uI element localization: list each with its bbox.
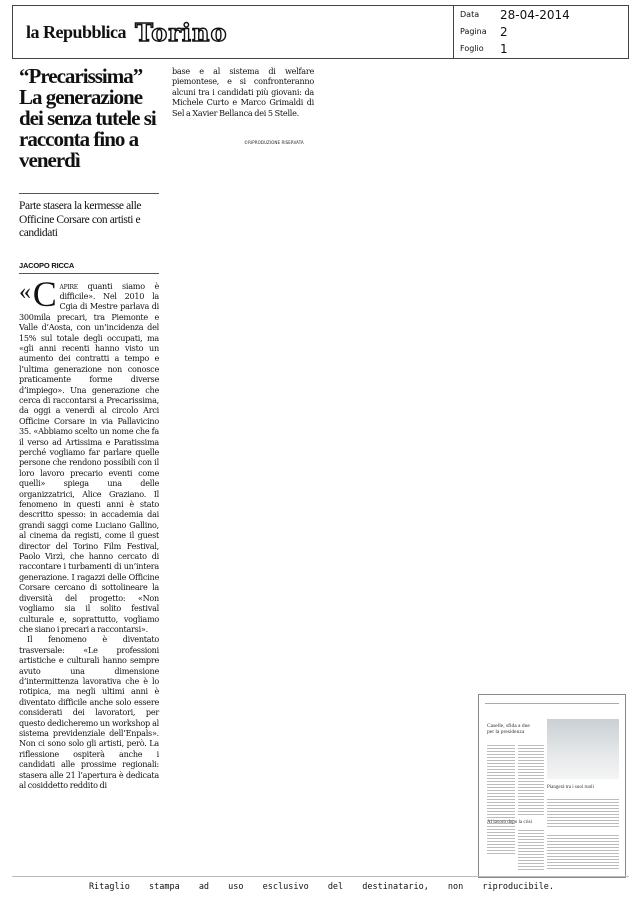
article-continuation-column — [172, 66, 314, 118]
thumb-photo — [547, 719, 619, 779]
clipping-meta — [453, 6, 570, 58]
page-header — [12, 5, 629, 59]
thumb-headline: Al lavoro dopo la crisi — [487, 820, 532, 825]
article-headline: “Precarissima” La generazione dei senza tutele si racconta fino a venerdì — [19, 64, 156, 172]
meta-row-page — [460, 23, 570, 40]
thumb-headline: Piangerà tra i suoi ruoli — [547, 785, 594, 790]
footer-divider — [12, 876, 629, 877]
meta-value: 2 — [500, 24, 508, 39]
thumb-text-block — [487, 745, 515, 855]
article-subhead: Parte stasera la kermesse alle Officine Corsare con artisti e candidati — [19, 200, 142, 239]
meta-label: Pagina — [460, 27, 487, 36]
newspaper-name: la Repubblica — [26, 22, 127, 42]
paragraph: quanti siamo è difficile». Nel 2010 la Cgia di Mestre parlava di 300mila precari, tra Piemonte e Valle d’Aosta, con un’incidenza del 15% sul totale degli occupati, ma «gli anni recenti hanno visto un aumento dei contratti a tempo e l’ultima generazione non conosce praticamente forme diverse d’impiego». Una generazione che cerca di raccontarsi a Precarissima, da oggi a venerdì al circolo Arci Officine Corsare in via Pallavicino 35. «Abbiamo scelto un nome che fa il verso ad Artissima e Paratissima perché vogliamo far parlare quelle persone che rendono possibili con il loro lavoro precario eventi come quelli» spiega una delle organizzatrici, Alice Graziano. Il fenomeno in questi anni è stato descritto spesso: in accademia dai grandi saggi come Luciano Gallino, al cinema da registi, come il guest director del Torino Film Festival, Paolo Virzì, che hanno cercato di raccontare i turbamenti di un’intera generazione. I ragazzi delle Officine Corsare cercano di sottolineare la diversità del progetto: «Non vogliamo sia il solito festival culturale e, soprattutto, vogliamo che siano i precari a raccontarsi». — [19, 280, 159, 634]
footer-notice: Ritaglio stampa ad uso esclusivo del destinatario, non riproducibile. — [88, 882, 555, 892]
meta-value: 28-04-2014 — [500, 7, 570, 22]
article-left-column — [19, 66, 159, 790]
thumb-text-block — [518, 830, 544, 870]
paragraph: Il fenomeno è diventato trasversale: «Le professioni artistiche e culturali hanno sempre avuto una dimensione d’intermittenza lavorativa che è lo rotipica, ma negli ultimi anni è diventato difficile anche solo essere considerati dei lavoratori, per questo dedicheremo un workshop al sistema previdenziale dell’Enpals». Non ci sono solo gli artisti, però. La riflessione ospiterà anche i candidati alle prossime regionali: stasera alle 21 l’apertura è dedicata al cosiddetto reddito di — [19, 634, 159, 790]
thumb-text-block — [547, 799, 619, 829]
meta-value: 1 — [500, 41, 508, 56]
edition-name: Torino — [135, 18, 228, 47]
lead-in: apire — [59, 280, 78, 291]
thumb-rule — [485, 703, 619, 704]
meta-label: Data — [460, 10, 480, 19]
drop-cap: C — [32, 273, 57, 314]
opening-quote: « — [19, 278, 31, 305]
meta-row-date — [460, 6, 570, 23]
meta-row-sheet — [460, 40, 570, 57]
copyright-credit: ©RIPRODUZIONE RISERVATA — [244, 140, 304, 145]
thumb-headline: Caselle, sfida a due per la presidenza — [487, 723, 530, 735]
byline: JACOPO RICCA — [19, 260, 75, 270]
thumb-text-block — [547, 835, 619, 871]
article-body — [19, 273, 159, 791]
masthead — [26, 18, 227, 47]
meta-label: Foglio — [460, 44, 484, 53]
paragraph: base e al sistema di welfare piemontese, e si confronteranno alcuni tra i candidati più giovani: da Michele Curto e Marco Grimaldi di Sel a Xavier Bellanca dei 5 Stelle. — [172, 66, 314, 118]
page-thumbnail — [478, 694, 626, 878]
thumb-text-block — [518, 745, 544, 815]
